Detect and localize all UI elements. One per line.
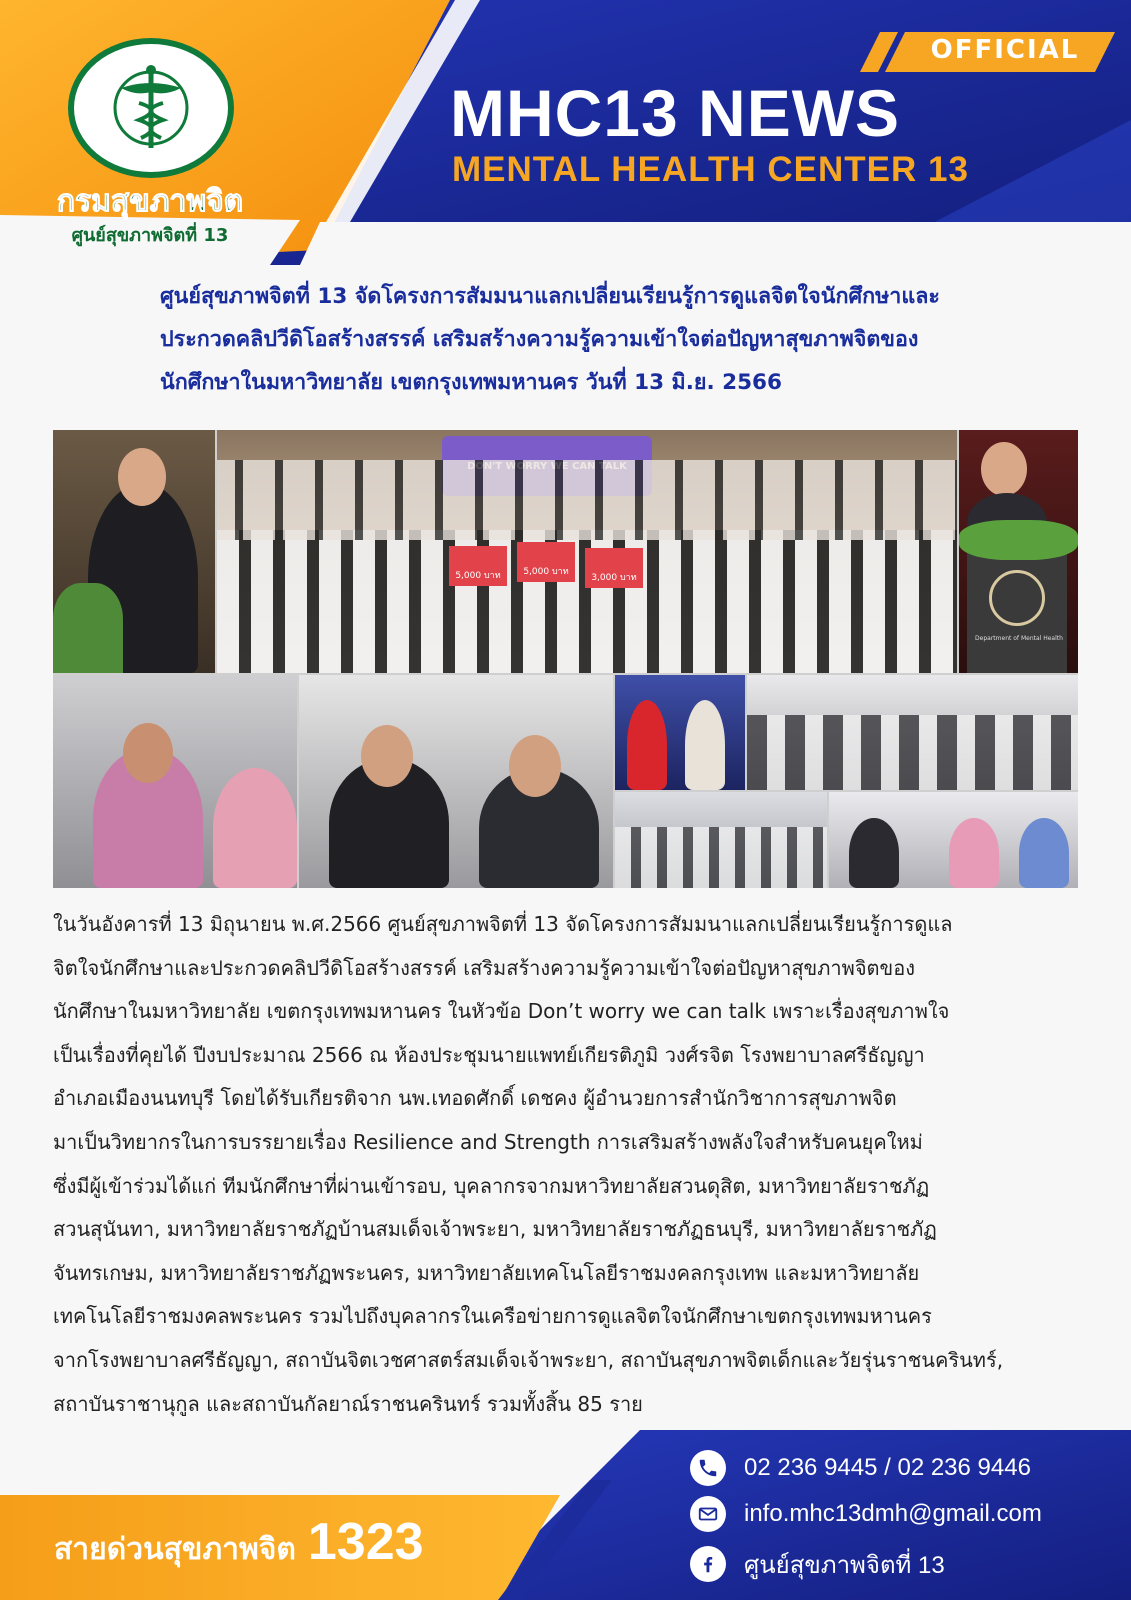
article-body (53, 903, 1083, 1426)
header-banner (0, 0, 1131, 265)
news-subtitle: MENTAL HEALTH CENTER 13 (452, 150, 969, 189)
news-title: MHC13 NEWS (450, 76, 901, 150)
org-name: กรมสุขภาพจิต (56, 184, 244, 219)
headline (160, 275, 1090, 404)
photo-collage (53, 430, 1078, 888)
body-line: จันทรเกษม, มหาวิทยาลัยราชภัฏพระนคร, มหาวิทยาลัยเทคโนโลยีราชมงคลกรุงเทพ และมหาวิทยาลัย (53, 1260, 920, 1285)
official-badge: OFFICIAL (930, 35, 1080, 65)
body-line: ซึ่งมีผู้เข้าร่วมได้แก่ ทีมนักศึกษาที่ผ่านเข้ารอบ, บุคลากรจากมหาวิทยาลัยสวนดุสิต, มหาวิทยาลัยราชภัฏ (53, 1173, 930, 1198)
body-line: เป็นเรื่องที่คุยได้ ปีงบประมาณ 2566 ณ ห้องประชุมนายแพทย์เกียรติภูมิ วงศ์รจิต โรงพยาบาลศรีธัญญา (53, 1042, 925, 1067)
hotline (54, 1512, 424, 1573)
contact-facebook[interactable] (690, 1544, 945, 1584)
photo-group (217, 430, 957, 673)
facebook-page: ศูนย์สุขภาพจิตที่ 13 (744, 1551, 945, 1579)
contact-phone[interactable] (690, 1448, 1031, 1488)
phone-number: 02 236 9445 / 02 236 9446 (744, 1454, 1031, 1481)
phone-icon (690, 1450, 726, 1486)
body-line: เทคโนโลยีราชมงคลพระนคร รวมไปถึงบุคลากรในเครือข่ายการดูแลจิตใจนักศึกษาเขตกรุงเทพมหานคร (53, 1304, 932, 1329)
contact-email[interactable] (690, 1494, 1042, 1534)
body-line: นักศึกษาในมหาวิทยาลัย เขตกรุงเทพมหานคร ในหัวข้อ Don’t worry we can talk เพราะเรื่องสุขภาพใจ (53, 999, 950, 1024)
body-line: อำเภอเมืองนนทบุรี โดยได้รับเกียรติจาก นพ.เทอดศักดิ์ เดชคง ผู้อำนวยการสำนักวิชาการสุขภาพจิต (53, 1086, 897, 1111)
email-icon (690, 1496, 726, 1532)
org-subname: ศูนย์สุขภาพจิตที่ 13 (71, 225, 229, 246)
photo-audience-2 (299, 675, 613, 888)
body-line: สวนสุนันทา, มหาวิทยาลัยราชภัฏบ้านสมเด็จเจ้าพระยา, มหาวิทยาลัยราชภัฏธนบุรี, มหาวิทยาลัยราชภัฏ (53, 1217, 937, 1242)
body-line: สถาบันราชานุกูล และสถาบันกัลยาณ์ราชนครินทร์ รวมทั้งสิ้น 85 ราย (53, 1391, 643, 1416)
hotline-label: สายด่วนสุขภาพจิต (54, 1532, 296, 1567)
body-line: จากโรงพยาบาลศรีธัญญา, สถาบันจิตเวชศาสตร์สมเด็จเจ้าพระยา, สถาบันสุขภาพจิตเด็กและวัยรุ่นราชนครินทร์, (53, 1347, 1004, 1372)
headline-line: นักศึกษาในมหาวิทยาลัย เขตกรุงเทพมหานคร วันที่ 13 มิ.ย. 2566 (160, 370, 782, 395)
prize-board: 3,000 บาท (585, 548, 643, 588)
hotline-number[interactable]: 1323 (307, 1513, 424, 1571)
facebook-icon (690, 1546, 726, 1582)
photo-audience-3 (747, 675, 1078, 790)
headline-line: ศูนย์สุขภาพจิตที่ 13 จัดโครงการสัมมนาแลกเปลี่ยนเรียนรู้การดูแลจิตใจนักศึกษาและ (160, 284, 940, 309)
email-address: info.mhc13dmh@gmail.com (744, 1500, 1042, 1527)
photo-podium (959, 430, 1078, 673)
body-line: มาเป็นวิทยากรในการบรรยายเรื่อง Resilience and Strength การเสริมสร้างพลังใจสำหรับคนยุคใหม่ (53, 1129, 923, 1154)
caduceus-icon (81, 48, 221, 168)
body-line: จิตใจนักศึกษาและประกวดคลิปวีดิโอสร้างสรรค์ เสริมสร้างความรู้ความเข้าใจต่อปัญหาสุขภาพจิตของ (53, 955, 915, 980)
ministry-seal-logo (68, 38, 234, 178)
podium-label: Department of Mental Health (975, 635, 1063, 642)
body-line: ในวันอังคารที่ 13 มิถุนายน พ.ศ.2566 ศูนย์สุขภาพจิตที่ 13 จัดโครงการสัมมนาแลกเปลี่ยนเรียนรู้การดูแล (53, 912, 953, 936)
photo-mc (615, 675, 745, 790)
headline-line: ประกวดคลิปวีดิโอสร้างสรรค์ เสริมสร้างความรู้ความเข้าใจต่อปัญหาสุขภาพจิตของ (160, 327, 919, 352)
prize-board: 5,000 บาท (517, 542, 575, 582)
photo-audience-1 (53, 675, 297, 888)
photo-audience-5 (829, 792, 1078, 888)
photo-speaker (53, 430, 215, 673)
photo-audience-4 (615, 792, 827, 888)
prize-board: 5,000 บาท (449, 546, 507, 586)
